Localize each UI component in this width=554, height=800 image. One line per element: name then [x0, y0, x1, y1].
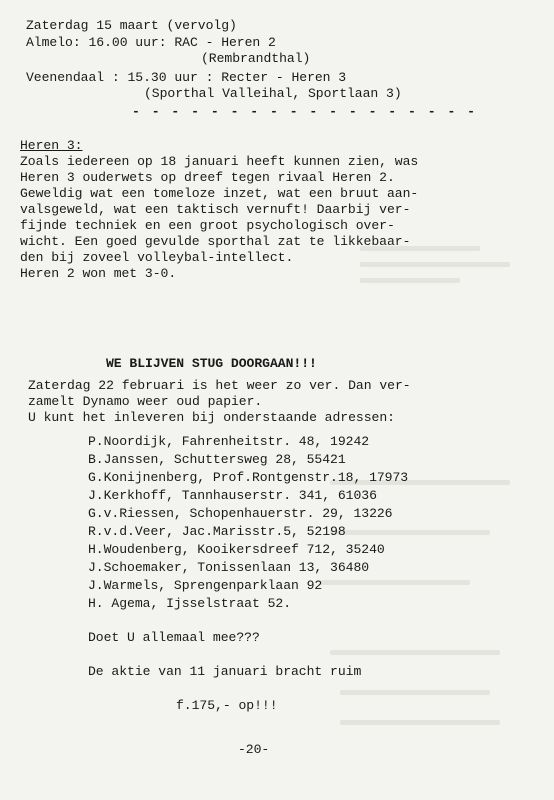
schedule-almelo: Almelo: 16.00 uur: RAC - Heren 2 [26, 35, 276, 50]
paragraph-line: wicht. Een goed gevulde sporthal zat te likkebaar- [20, 234, 411, 249]
intro-line: U kunt het inleveren bij onderstaande adressen: [28, 410, 395, 425]
intro-line: Zaterdag 22 februari is het weer zo ver. Dan ver- [28, 378, 411, 393]
address-item: J.Warmels, Sprengenparklaan 92 [88, 578, 323, 593]
question-line: Doet U allemaal mee??? [88, 630, 260, 645]
paragraph-line: den bij zoveel volleybal-intellect. [20, 250, 294, 265]
paragraph-line: Zoals iedereen op 18 januari heeft kunnen zien, was [20, 154, 419, 169]
paragraph-line: Heren 2 won met 3-0. [20, 266, 177, 281]
bleed-mark [360, 278, 460, 283]
schedule-veenendaal: Veenendaal : 15.30 uur : Recter - Heren 3 [26, 70, 347, 85]
address-item: H.Woudenberg, Kooikersdreef 712, 35240 [88, 542, 385, 557]
bleed-mark [360, 262, 510, 267]
address-item: J.Schoemaker, Tonissenlaan 13, 36480 [88, 560, 370, 575]
section-title-stug: WE BLIJVEN STUG DOORGAAN!!! [106, 356, 317, 371]
bleed-mark [340, 720, 500, 725]
paragraph-line: Geweldig wat een tomeloze inzet, wat een bruut aan- [20, 186, 419, 201]
paragraph-line: Heren 3 ouderwets op dreef tegen rivaal Heren 2. [20, 170, 395, 185]
amount-line: f.175,- op!!! [176, 698, 278, 713]
address-item: B.Janssen, Schuttersweg 28, 55421 [88, 452, 346, 467]
bleed-mark [330, 650, 500, 655]
address-item: G.v.Riessen, Schopenhauerstr. 29, 13226 [88, 506, 393, 521]
paragraph-line: fijnde techniek en een groot psychologisch over- [20, 218, 395, 233]
address-item: J.Kerkhoff, Tannhauserstr. 341, 61036 [88, 488, 377, 503]
aktie-line: De aktie van 11 januari bracht ruim [88, 664, 362, 679]
schedule-almelo-venue: (Rembrandthal) [201, 51, 311, 66]
address-item: R.v.d.Veer, Jac.Marisstr.5, 52198 [88, 524, 346, 539]
bleed-mark [340, 690, 490, 695]
address-item: P.Noordijk, Fahrenheitstr. 48, 19242 [88, 434, 370, 449]
bleed-mark [330, 530, 490, 535]
bleed-mark [320, 580, 470, 585]
section-heading-heren3: Heren 3: [20, 138, 83, 153]
intro-line: zamelt Dynamo weer oud papier. [28, 394, 263, 409]
address-item: G.Konijnenberg, Prof.Rontgenstr.18, 17973 [88, 470, 409, 485]
paragraph-line: valsgeweld, wat een taktisch vernuft! Daarbij ver- [20, 202, 411, 217]
schedule-veenendaal-venue: (Sporthal Valleihal, Sportlaan 3) [144, 86, 402, 101]
address-item: H. Agema, Ijsselstraat 52. [88, 596, 291, 611]
schedule-date: Zaterdag 15 maart (vervolg) [26, 18, 237, 33]
separator-line: - - - - - - - - - - - - - - - - - - [132, 104, 478, 119]
page-number: -20- [238, 742, 270, 757]
